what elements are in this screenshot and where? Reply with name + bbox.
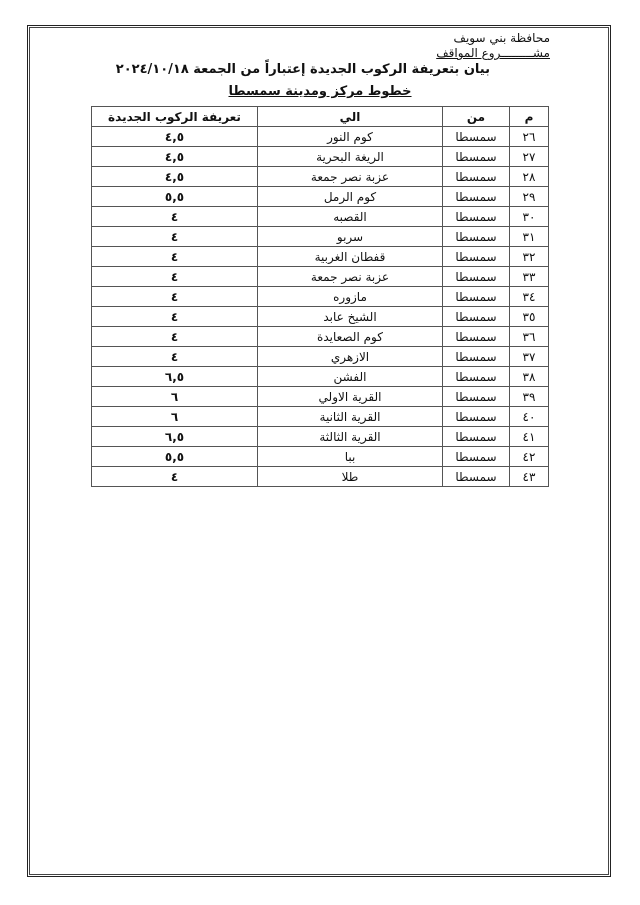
- row-fare: ٥,٥: [92, 447, 258, 467]
- fare-table-body: [92, 127, 549, 487]
- column-header-from: من: [443, 107, 510, 127]
- table-row: [92, 227, 549, 247]
- row-fare: ٤: [92, 347, 258, 367]
- row-origin: سمسطا: [443, 467, 510, 487]
- row-number: ٣٧: [510, 347, 549, 367]
- row-fare: ٤: [92, 247, 258, 267]
- fare-table: [91, 106, 549, 487]
- row-destination: كوم الصعايدة: [258, 327, 443, 347]
- row-number: ٣٩: [510, 387, 549, 407]
- row-fare: ٥,٥: [92, 187, 258, 207]
- row-origin: سمسطا: [443, 187, 510, 207]
- document-subtitle: خطوط مركز ومدينة سمسطا: [228, 84, 412, 99]
- row-origin: سمسطا: [443, 287, 510, 307]
- row-number: ٣٥: [510, 307, 549, 327]
- table-row: [92, 187, 549, 207]
- row-origin: سمسطا: [443, 407, 510, 427]
- row-destination: القصبه: [258, 207, 443, 227]
- table-row: [92, 247, 549, 267]
- table-row: [92, 427, 549, 447]
- column-header-fare: تعريفة الركوب الجديدة: [92, 107, 258, 127]
- row-destination: عزبة نصر جمعة: [258, 167, 443, 187]
- row-fare: ٤: [92, 287, 258, 307]
- table-row: [92, 307, 549, 327]
- row-origin: سمسطا: [443, 347, 510, 367]
- column-header-num: م: [510, 107, 549, 127]
- row-fare: ٦,٥: [92, 367, 258, 387]
- table-row: [92, 167, 549, 187]
- row-origin: سمسطا: [443, 267, 510, 287]
- column-header-to: الي: [258, 107, 443, 127]
- project-name: مشـــــــــروع المواقف: [436, 46, 550, 60]
- row-fare: ٤: [92, 307, 258, 327]
- row-number: ٢٦: [510, 127, 549, 147]
- table-row: [92, 147, 549, 167]
- row-destination: ببا: [258, 447, 443, 467]
- row-number: ٤٠: [510, 407, 549, 427]
- row-number: ٤٣: [510, 467, 549, 487]
- row-fare: ٤,٥: [92, 147, 258, 167]
- row-fare: ٤: [92, 267, 258, 287]
- table-row: [92, 287, 549, 307]
- row-number: ٣٨: [510, 367, 549, 387]
- row-destination: الازهري: [258, 347, 443, 367]
- row-destination: القرية الاولي: [258, 387, 443, 407]
- row-destination: القرية الثانية: [258, 407, 443, 427]
- table-row: [92, 447, 549, 467]
- row-fare: ٤,٥: [92, 127, 258, 147]
- table-row: [92, 207, 549, 227]
- row-origin: سمسطا: [443, 127, 510, 147]
- row-number: ٣٠: [510, 207, 549, 227]
- table-row: [92, 347, 549, 367]
- table-row: [92, 407, 549, 427]
- table-row: [92, 367, 549, 387]
- row-fare: ٤: [92, 227, 258, 247]
- row-number: ٢٨: [510, 167, 549, 187]
- row-fare: ٦: [92, 387, 258, 407]
- row-destination: الشيخ عابد: [258, 307, 443, 327]
- row-destination: كوم النور: [258, 127, 443, 147]
- row-origin: سمسطا: [443, 367, 510, 387]
- row-number: ٢٩: [510, 187, 549, 207]
- table-row: [92, 327, 549, 347]
- row-fare: ٤: [92, 467, 258, 487]
- row-origin: سمسطا: [443, 307, 510, 327]
- table-row: [92, 387, 549, 407]
- table-header-row: [92, 107, 549, 127]
- row-origin: سمسطا: [443, 247, 510, 267]
- row-fare: ٤,٥: [92, 167, 258, 187]
- row-destination: سربو: [258, 227, 443, 247]
- row-fare: ٦: [92, 407, 258, 427]
- row-destination: الريغة البحرية: [258, 147, 443, 167]
- row-destination: الفشن: [258, 367, 443, 387]
- row-origin: سمسطا: [443, 427, 510, 447]
- table-row: [92, 467, 549, 487]
- row-origin: سمسطا: [443, 147, 510, 167]
- row-number: ٤١: [510, 427, 549, 447]
- row-fare: ٤: [92, 327, 258, 347]
- row-origin: سمسطا: [443, 167, 510, 187]
- row-fare: ٤: [92, 207, 258, 227]
- row-destination: القرية الثالثة: [258, 427, 443, 447]
- table-row: [92, 127, 549, 147]
- row-number: ٤٢: [510, 447, 549, 467]
- row-destination: مازوره: [258, 287, 443, 307]
- row-number: ٣١: [510, 227, 549, 247]
- row-destination: كوم الرمل: [258, 187, 443, 207]
- row-origin: سمسطا: [443, 227, 510, 247]
- row-destination: عزبة نصر جمعة: [258, 267, 443, 287]
- row-number: ٢٧: [510, 147, 549, 167]
- row-destination: قفطان الغربية: [258, 247, 443, 267]
- row-origin: سمسطا: [443, 327, 510, 347]
- row-origin: سمسطا: [443, 447, 510, 467]
- governorate-name: محافظة بني سويف: [453, 31, 550, 45]
- row-destination: طلا: [258, 467, 443, 487]
- row-number: ٣٤: [510, 287, 549, 307]
- row-fare: ٦,٥: [92, 427, 258, 447]
- document-title: بيان بتعريفة الركوب الجديدة إعتباراً من الجمعة ٢٠٢٤/١٠/١٨: [115, 62, 490, 77]
- row-number: ٣٦: [510, 327, 549, 347]
- row-number: ٣٣: [510, 267, 549, 287]
- table-row: [92, 267, 549, 287]
- row-origin: سمسطا: [443, 387, 510, 407]
- row-number: ٣٢: [510, 247, 549, 267]
- row-origin: سمسطا: [443, 207, 510, 227]
